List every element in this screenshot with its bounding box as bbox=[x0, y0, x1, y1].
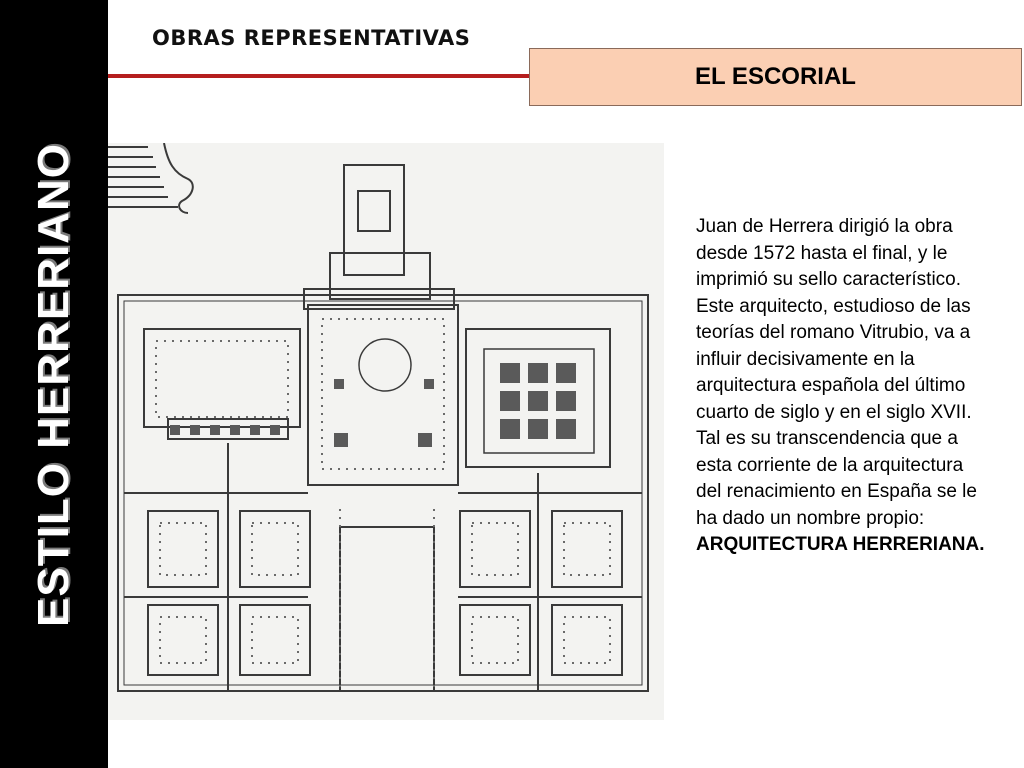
slide-title-box bbox=[529, 48, 1022, 106]
section-title: OBRAS REPRESENTATIVAS bbox=[152, 26, 471, 50]
floor-plan-drawing bbox=[108, 143, 664, 720]
header-divider bbox=[108, 74, 530, 78]
description-text bbox=[696, 214, 992, 559]
sidebar bbox=[0, 0, 108, 768]
slide-title: EL ESCORIAL bbox=[695, 63, 856, 90]
floor-plan-image bbox=[108, 143, 664, 720]
description-emphasis: ARQUITECTURA HERRERIANA. bbox=[696, 534, 985, 555]
sidebar-title: ESTILO HERRERIANO bbox=[29, 143, 78, 627]
description-body: Juan de Herrera dirigió la obra desde 1572 hasta el final, y le imprimió su sello característico. Este arquitecto, estudioso de las teorías del romano Vitrubio, va a influir decisivamente en la arquitectura española del último cuarto de siglo y en el siglo XVII. Tal es su transcendencia que a esta corriente de la arquitectura del renacimiento en España se le ha dado un nombre propio: bbox=[696, 216, 977, 529]
